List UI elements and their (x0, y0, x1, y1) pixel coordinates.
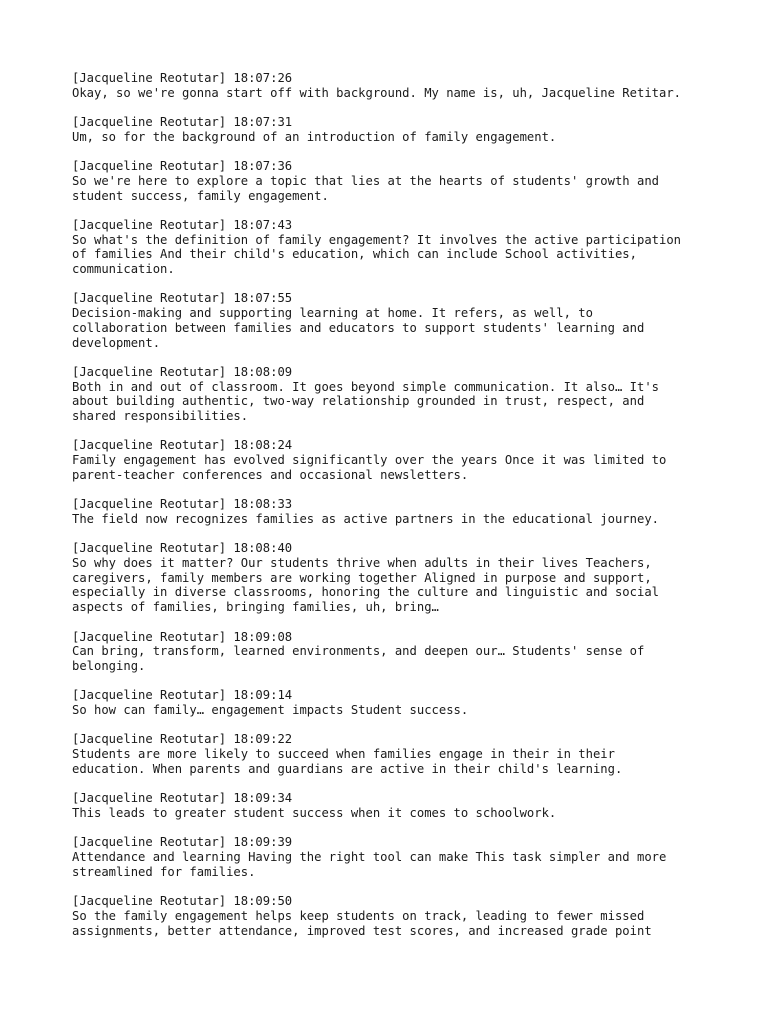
transcript-entry (72, 630, 732, 674)
entry-header: [Jacqueline Reotutar] 18:07:31 (72, 115, 293, 130)
entry-header: [Jacqueline Reotutar] 18:07:43 (72, 217, 293, 232)
transcript-entry (72, 688, 732, 717)
entry-header: [Jacqueline Reotutar] 18:09:34 (72, 791, 293, 806)
entry-text: The field now recognizes families as active partners in the educational journey. (72, 511, 659, 526)
entry-header: [Jacqueline Reotutar] 18:09:50 (72, 894, 293, 909)
transcript-page (72, 71, 732, 953)
entry-header: [Jacqueline Reotutar] 18:08:40 (72, 541, 293, 556)
entry-text: This leads to greater student success when it comes to schoolwork. (72, 805, 557, 820)
entry-text: Family engagement has evolved significantly over the years Once it was limited to parent-teacher conferences and occasional newsletters. (72, 453, 667, 482)
entry-text: So we're here to explore a topic that lies at the hearts of students' growth and student success, family engagement. (72, 173, 659, 203)
transcript-entry (72, 365, 732, 424)
entry-text: Okay, so we're gonna start off with background. My name is, uh, Jacqueline Retitar. (72, 85, 682, 100)
transcript-entry (72, 732, 732, 776)
entry-header: [Jacqueline Reotutar] 18:07:55 (72, 291, 293, 306)
transcript-entry (72, 115, 732, 144)
entry-text: So what's the definition of family engagement? It involves the active participation of families And their child's education, which can include School activities, communication. (72, 232, 682, 277)
entry-header: [Jacqueline Reotutar] 18:09:39 (72, 835, 293, 850)
entry-text: Decision-making and supporting learning at home. It refers, as well, to collaboration between families and educators to support students' learning and development. (72, 306, 645, 350)
entry-header: [Jacqueline Reotutar] 18:09:14 (72, 688, 293, 703)
entry-text: Attendance and learning Having the right tool can make This task simpler and more streamlined for families. (72, 850, 667, 879)
entry-text: Can bring, transform, learned environments, and deepen our… Students' sense of belonging. (72, 644, 645, 673)
entry-header: [Jacqueline Reotutar] 18:08:09 (72, 364, 293, 379)
entry-text: So how can family… engagement impacts Student success. (72, 703, 469, 718)
entry-header: [Jacqueline Reotutar] 18:07:36 (72, 159, 293, 174)
transcript-entry (72, 835, 732, 879)
transcript-entry (72, 497, 732, 526)
entry-header: [Jacqueline Reotutar] 18:08:24 (72, 438, 293, 453)
entry-text: Students are more likely to succeed when families engage in their in their education. When parents and guardians are active in their child's learning. (72, 747, 623, 776)
transcript-entry (72, 894, 732, 938)
transcript-entry (72, 541, 732, 615)
entry-header: [Jacqueline Reotutar] 18:07:26 (72, 71, 293, 85)
entry-header: [Jacqueline Reotutar] 18:09:08 (72, 629, 293, 644)
transcript-entry (72, 71, 732, 100)
transcript-entry (72, 159, 732, 203)
transcript-entry (72, 438, 732, 482)
transcript-entry (72, 218, 732, 277)
entry-header: [Jacqueline Reotutar] 18:09:22 (72, 732, 293, 747)
entry-header: [Jacqueline Reotutar] 18:08:33 (72, 497, 293, 512)
entry-text: So why does it matter? Our students thrive when adults in their lives Teachers, caregivers, family members are working together Aligned in purpose and support, especially in diverse classrooms, honoring the culture and linguistic and social aspects of families, bringing families, uh, bring… (72, 556, 659, 615)
entry-text: So the family engagement helps keep students on track, leading to fewer missed assignments, better attendance, improved test scores, and increased grade point (72, 908, 652, 938)
transcript-entry (72, 791, 732, 820)
entry-text: Um, so for the background of an introduction of family engagement. (72, 129, 557, 144)
entry-text: Both in and out of classroom. It goes beyond simple communication. It also… It's about building authentic, two-way relationship grounded in trust, respect, and shared responsibilities. (72, 379, 659, 424)
transcript-entry (72, 291, 732, 350)
